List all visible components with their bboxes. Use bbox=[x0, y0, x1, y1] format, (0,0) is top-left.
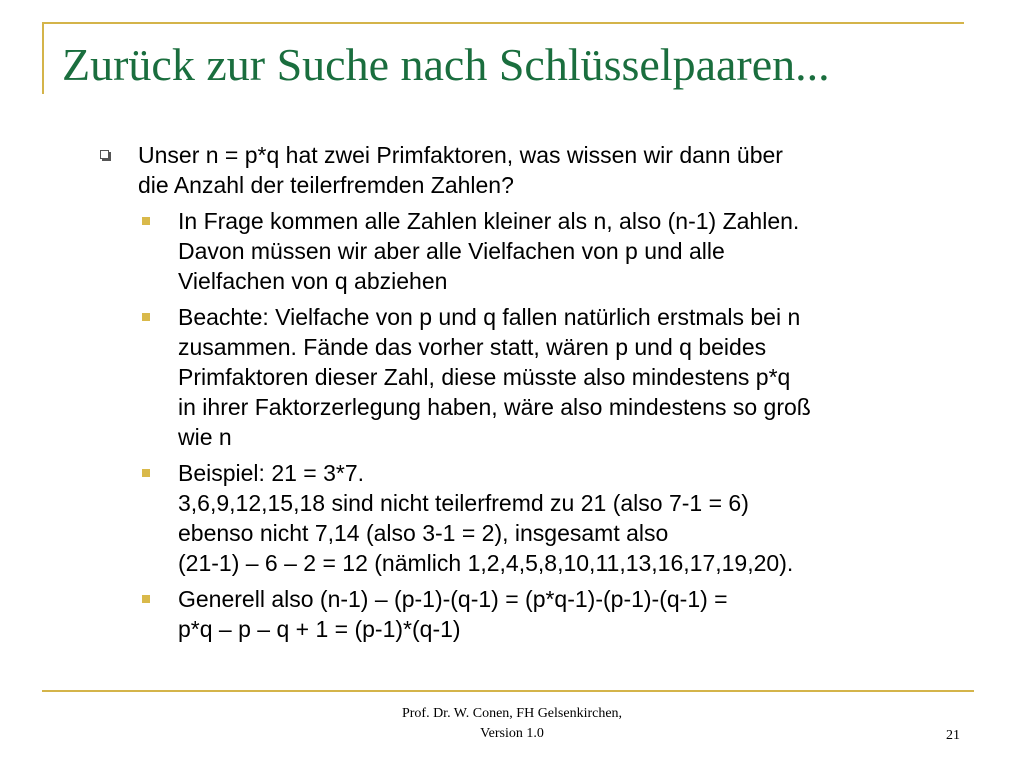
footer-version-line: Version 1.0 bbox=[480, 726, 544, 741]
slide-content bbox=[100, 140, 980, 650]
bullet-text-line: ebenso nicht 7,14 (also 3-1 = 2), insgesamt also bbox=[178, 520, 669, 546]
square-bullet-icon bbox=[142, 313, 150, 321]
bullet-text-line: Vielfachen von q abziehen bbox=[178, 268, 448, 294]
footer-author bbox=[0, 704, 1024, 744]
square-bullet-icon bbox=[142, 469, 150, 477]
footer-divider bbox=[42, 690, 974, 692]
title-frame-left-line bbox=[42, 22, 44, 94]
title-frame-top-line bbox=[42, 22, 964, 24]
bullet-text-line: (21-1) – 6 – 2 = 12 (nämlich 1,2,4,5,8,10,11,13,16,17,19,20). bbox=[178, 550, 794, 576]
bullet-text-line: Generell also (n-1) – (p-1)-(q-1) = (p*q-1)-(p-1)-(q-1) = bbox=[178, 586, 728, 612]
bullet-text-line: p*q – p – q + 1 = (p-1)*(q-1) bbox=[178, 616, 461, 642]
sub-bullet-general bbox=[100, 584, 980, 644]
footer-author-line: Prof. Dr. W. Conen, FH Gelsenkirchen, bbox=[401, 706, 623, 721]
bullet-text-line: Davon müssen wir aber alle Vielfachen von p und alle bbox=[178, 238, 725, 264]
sub-bullet-note bbox=[100, 302, 980, 452]
hollow-square-bullet-icon bbox=[100, 150, 109, 159]
bullet-text-line: Primfaktoren dieser Zahl, diese müsste also mindestens p*q bbox=[178, 364, 791, 390]
slide-title: Zurück zur Suche nach Schlüsselpaaren... bbox=[62, 39, 830, 90]
sub-bullet-candidates bbox=[100, 206, 980, 296]
page-number: 21 bbox=[946, 728, 960, 743]
bullet-text-line: Beachte: Vielfache von p und q fallen natürlich erstmals bei n bbox=[178, 304, 801, 330]
square-bullet-icon bbox=[142, 217, 150, 225]
bullet-text-line: die Anzahl der teilerfremden Zahlen? bbox=[138, 172, 514, 198]
main-bullet bbox=[100, 140, 980, 200]
bullet-text-line: Beispiel: 21 = 3*7. bbox=[178, 460, 365, 486]
bullet-text-line: zusammen. Fände das vorher statt, wären p und q beides bbox=[178, 334, 767, 360]
sub-bullet-example bbox=[100, 458, 980, 578]
square-bullet-icon bbox=[142, 595, 150, 603]
bullet-text-line: in ihrer Faktorzerlegung haben, wäre also mindestens so groß bbox=[178, 394, 811, 420]
bullet-text-line: 3,6,9,12,15,18 sind nicht teilerfremd zu 21 (also 7-1 = 6) bbox=[178, 490, 749, 516]
bullet-text-line: Unser n = p*q hat zwei Primfaktoren, was wissen wir dann über bbox=[138, 142, 783, 168]
bullet-text-line: wie n bbox=[178, 424, 232, 450]
bullet-text-line: In Frage kommen alle Zahlen kleiner als n, also (n-1) Zahlen. bbox=[178, 208, 800, 234]
